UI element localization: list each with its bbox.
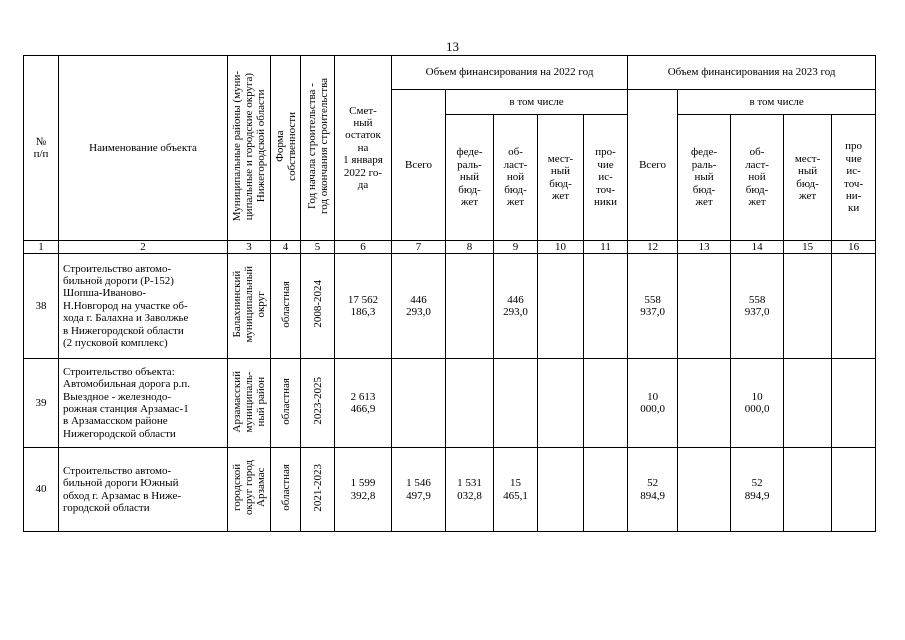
regional-2023-cell: 52 894,9 bbox=[731, 448, 784, 532]
table-row bbox=[24, 359, 876, 448]
column-number: 5 bbox=[301, 241, 335, 254]
federal-2022-cell: 1 531 032,8 bbox=[446, 448, 494, 532]
column-number: 1 bbox=[24, 241, 59, 254]
column-number: 8 bbox=[446, 241, 494, 254]
other-2023-cell bbox=[832, 448, 876, 532]
total-2022-cell bbox=[392, 359, 446, 448]
header-fin-2022: Объем финансирования на 2022 год bbox=[392, 56, 628, 90]
table-row bbox=[24, 254, 876, 359]
header-total-2022: Всего bbox=[392, 90, 446, 241]
total-2023-cell: 52 894,9 bbox=[628, 448, 678, 532]
local-2022-cell bbox=[538, 448, 584, 532]
local-2023-cell bbox=[784, 254, 832, 359]
balance-cell: 2 613 466,9 bbox=[335, 359, 392, 448]
years-cell: 2008-2024 bbox=[301, 254, 335, 359]
ownership-cell: областная bbox=[271, 448, 301, 532]
regional-2023-cell: 10 000,0 bbox=[731, 359, 784, 448]
regional-2022-cell: 446 293,0 bbox=[494, 254, 538, 359]
federal-2022-cell bbox=[446, 359, 494, 448]
ownership-cell: областная bbox=[271, 359, 301, 448]
header-federal-2022: феде- раль- ный бюд- жет bbox=[446, 115, 494, 241]
years-cell: 2023-2025 bbox=[301, 359, 335, 448]
federal-2023-cell bbox=[678, 254, 731, 359]
header-num: № п/п bbox=[24, 56, 59, 241]
header-name: Наименование объекта bbox=[59, 56, 228, 241]
object-name: Строительство объекта: Автомобильная дорога р.п. Выездное - железнодо- рожная станция Арзамас-1 в Арзамасском районе Нижегородской области bbox=[59, 359, 228, 448]
header-local-2023: мест- ный бюд- жет bbox=[784, 115, 832, 241]
ownership-cell: областная bbox=[271, 254, 301, 359]
years-cell: 2021-2023 bbox=[301, 448, 335, 532]
local-2023-cell bbox=[784, 448, 832, 532]
federal-2023-cell bbox=[678, 359, 731, 448]
federal-2022-cell bbox=[446, 254, 494, 359]
column-number: 14 bbox=[731, 241, 784, 254]
column-number: 12 bbox=[628, 241, 678, 254]
balance-cell: 1 599 392,8 bbox=[335, 448, 392, 532]
header-balance: Смет- ный остаток на 1 января 2022 го- да bbox=[335, 56, 392, 241]
other-2022-cell bbox=[584, 448, 628, 532]
header-regional-2022: об- ласт- ной бюд- жет bbox=[494, 115, 538, 241]
column-number: 11 bbox=[584, 241, 628, 254]
balance-cell: 17 562 186,3 bbox=[335, 254, 392, 359]
regional-2023-cell: 558 937,0 bbox=[731, 254, 784, 359]
column-number: 6 bbox=[335, 241, 392, 254]
header-other-2023: про чие ис- точ- ни- ки bbox=[832, 115, 876, 241]
row-num: 40 bbox=[24, 448, 59, 532]
header-ownership: Форма собственности bbox=[271, 56, 301, 241]
total-2022-cell: 446 293,0 bbox=[392, 254, 446, 359]
column-number: 9 bbox=[494, 241, 538, 254]
header-incl-2023: в том числе bbox=[678, 90, 876, 115]
column-number: 15 bbox=[784, 241, 832, 254]
district-cell: Арзамасский муниципаль- ный район bbox=[228, 359, 271, 448]
total-2023-cell: 10 000,0 bbox=[628, 359, 678, 448]
header-fin-2023: Объем финансирования на 2023 год bbox=[628, 56, 876, 90]
header-incl-2022: в том числе bbox=[446, 90, 628, 115]
regional-2022-cell bbox=[494, 359, 538, 448]
header-years: Год начала строительства - год окончания строительства bbox=[301, 56, 335, 241]
row-num: 38 bbox=[24, 254, 59, 359]
district-cell: Балахнинский муниципальный округ bbox=[228, 254, 271, 359]
local-2022-cell bbox=[538, 254, 584, 359]
total-2022-cell: 1 546 497,9 bbox=[392, 448, 446, 532]
column-number: 2 bbox=[59, 241, 228, 254]
object-name: Строительство автомо- бильной дороги (Р-152) Шопша-Иваново- Н.Новгород на участке об- хода г. Балахна и Заволжье в Нижегородской области (2 пусковой комплекс) bbox=[59, 254, 228, 359]
total-2023-cell: 558 937,0 bbox=[628, 254, 678, 359]
other-2023-cell bbox=[832, 254, 876, 359]
page-number: 13 bbox=[446, 39, 459, 54]
financing-table bbox=[23, 55, 876, 532]
header-total-2023: Всего bbox=[628, 90, 678, 241]
column-number: 4 bbox=[271, 241, 301, 254]
column-number: 16 bbox=[832, 241, 876, 254]
header-regional-2023: об- ласт- ной бюд- жет bbox=[731, 115, 784, 241]
other-2022-cell bbox=[584, 359, 628, 448]
other-2023-cell bbox=[832, 359, 876, 448]
local-2022-cell bbox=[538, 359, 584, 448]
column-number: 3 bbox=[228, 241, 271, 254]
header-district: Муниципальные районы (муни- ципальные и городские округа) Нижегородской области bbox=[228, 56, 271, 241]
regional-2022-cell: 15 465,1 bbox=[494, 448, 538, 532]
table-row bbox=[24, 448, 876, 532]
column-number-row bbox=[24, 241, 876, 254]
header-local-2022: мест- ный бюд- жет bbox=[538, 115, 584, 241]
object-name: Строительство автомо- бильной дороги Южный обход г. Арзамас в Ниже- городской области bbox=[59, 448, 228, 532]
header-federal-2023: феде- раль- ный бюд- жет bbox=[678, 115, 731, 241]
column-number: 13 bbox=[678, 241, 731, 254]
header-other-2022: про- чие ис- точ- ники bbox=[584, 115, 628, 241]
other-2022-cell bbox=[584, 254, 628, 359]
federal-2023-cell bbox=[678, 448, 731, 532]
column-number: 10 bbox=[538, 241, 584, 254]
row-num: 39 bbox=[24, 359, 59, 448]
district-cell: городской округ город Арзамас bbox=[228, 448, 271, 532]
column-number: 7 bbox=[392, 241, 446, 254]
local-2023-cell bbox=[784, 359, 832, 448]
